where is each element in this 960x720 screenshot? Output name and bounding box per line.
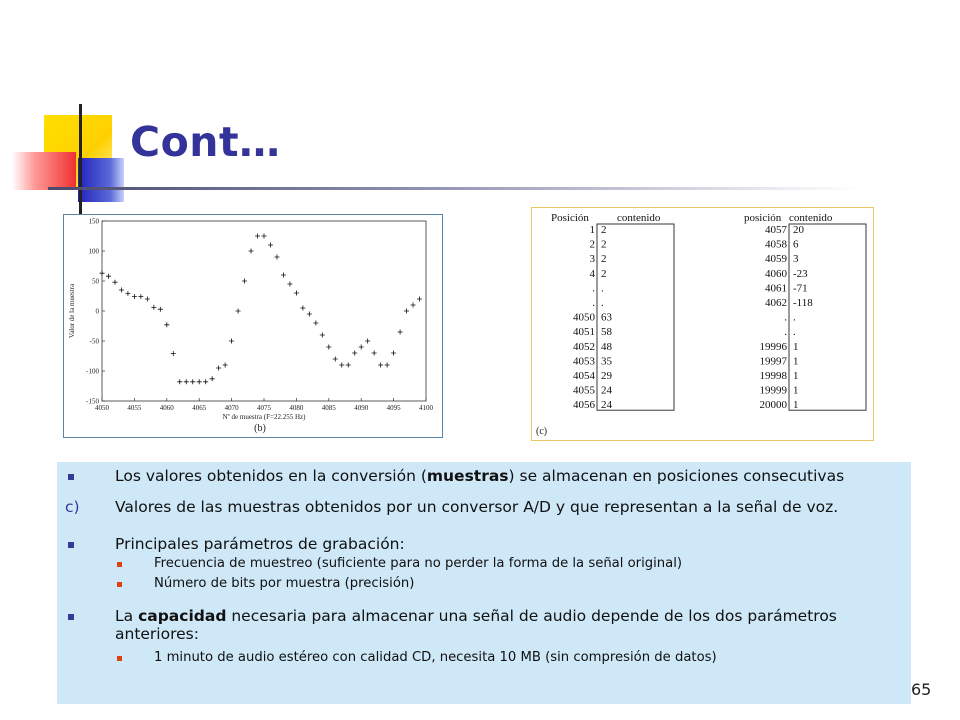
item-muestras-bold: muestras — [426, 467, 509, 485]
x-tick-label: 4050 — [95, 404, 109, 412]
decor-vertical-line — [79, 104, 82, 218]
data-point — [112, 280, 117, 285]
data-point — [255, 234, 260, 239]
bullet-icon — [68, 474, 74, 480]
data-point — [197, 379, 202, 384]
page-number: 65 — [911, 680, 932, 699]
item-capacidad-text-after: necesaria para almacenar una señal de audio depende de los dos parámetros — [226, 607, 837, 625]
y-axis-label: Valor de la muestra — [68, 283, 76, 339]
x-tick-label: 4100 — [419, 404, 433, 412]
table-left-position-cell: 4053 — [573, 355, 595, 368]
table-header-left-position: Posición — [551, 212, 589, 224]
table-left-content-cell: . — [601, 297, 604, 309]
data-point — [359, 345, 364, 350]
y-tick-label: 100 — [88, 247, 99, 256]
data-point — [287, 282, 292, 287]
sub-item-frecuencia: Frecuencia de muestreo (suficiente para no perder la forma de la señal original) — [154, 556, 683, 571]
table-left-position-cell: 4 — [589, 267, 595, 280]
table-left-position-cell: 1 — [589, 224, 595, 236]
table-left-position-cell: 4054 — [573, 370, 595, 382]
data-point — [281, 273, 286, 278]
data-point — [320, 333, 325, 338]
data-point — [145, 297, 150, 302]
data-point — [300, 306, 305, 311]
table-left-position-cell: 4056 — [573, 399, 595, 412]
table-right-content-cell: 1 — [793, 399, 799, 412]
data-point — [417, 297, 422, 302]
table-right-position-cell: 19999 — [759, 384, 787, 397]
data-point — [171, 351, 176, 356]
table-header-right-content: contenido — [789, 212, 833, 224]
data-point — [151, 305, 156, 310]
data-point — [411, 303, 416, 308]
table-right-position-cell: 4061 — [765, 282, 787, 295]
data-point — [242, 279, 247, 284]
sub-bullet-icon — [117, 656, 122, 661]
item-parametros: Principales parámetros de grabación: — [115, 535, 405, 553]
data-point — [339, 363, 344, 368]
table-right-content-cell: -71 — [793, 282, 808, 295]
table-right-position-cell: 4062 — [765, 297, 787, 309]
table-left-content-cell: 2 — [601, 267, 607, 280]
x-axis-label: Nº de muestra (F=22.255 Hz) — [222, 413, 306, 421]
sub-item-bits: Número de bits por muestra (precisión) — [154, 576, 415, 591]
data-point — [365, 339, 370, 344]
figure-c-caption: (c) — [536, 426, 548, 437]
data-point — [216, 366, 221, 371]
table-left-position-cell: . — [592, 297, 595, 309]
table-left-position-cell: 4051 — [573, 326, 595, 339]
table-right-content-box — [789, 224, 866, 410]
table-left-position-cell: 4052 — [573, 340, 595, 353]
x-tick-label: 4065 — [192, 404, 207, 412]
x-tick-label: 4060 — [159, 404, 174, 412]
table-right-position-cell: 4058 — [765, 238, 787, 251]
table-left-content-cell: 2 — [601, 224, 607, 236]
table-left-position-cell: . — [592, 282, 595, 295]
data-point — [333, 357, 338, 362]
table-header-left-content: contenido — [617, 212, 661, 224]
table-right-position-cell: 4057 — [765, 224, 787, 236]
data-point — [274, 255, 279, 260]
table-right-content-cell: 20 — [793, 224, 804, 236]
data-point — [223, 363, 228, 368]
data-point — [106, 274, 111, 279]
y-tick-label: -100 — [86, 367, 99, 376]
table-right-content-cell: . — [793, 311, 796, 324]
data-point — [404, 309, 409, 314]
data-point — [184, 379, 189, 384]
data-point — [125, 291, 130, 296]
table-right-position-cell: 4060 — [765, 267, 787, 280]
item-capacidad-text-before: La — [115, 607, 139, 625]
data-point — [372, 351, 377, 356]
sub-bullet-icon — [117, 562, 122, 567]
table-left-position-cell: 2 — [589, 238, 595, 251]
data-point — [100, 271, 105, 276]
memory-table — [532, 208, 873, 440]
data-point — [249, 249, 254, 254]
decor-red-block — [12, 152, 76, 190]
table-right-position-cell: 19997 — [759, 355, 787, 368]
x-tick-label: 4075 — [257, 404, 271, 412]
table-left-content-cell: 29 — [601, 370, 612, 382]
x-tick-label: 4095 — [386, 404, 401, 412]
data-point — [138, 294, 143, 299]
table-left-position-cell: 4050 — [573, 311, 595, 324]
table-right-content-cell: 3 — [793, 253, 799, 266]
table-right-content-cell: 1 — [793, 384, 799, 397]
figure-b-caption: (b) — [254, 423, 266, 434]
plot-frame — [102, 221, 426, 401]
item-c-marker: c) — [65, 498, 80, 516]
y-tick-label: 50 — [92, 277, 99, 286]
table-left-content-cell: 48 — [601, 340, 612, 353]
table-header-right-position: posición — [744, 212, 782, 224]
item-capacidad — [115, 607, 895, 643]
table-right-position-cell: 19998 — [759, 370, 787, 382]
decor-blue-block — [78, 158, 124, 202]
table-right-content-cell: -118 — [793, 297, 813, 309]
data-point — [203, 379, 208, 384]
table-left-content-cell: 24 — [601, 384, 612, 397]
data-point — [313, 321, 318, 326]
item-valores: Valores de las muestras obtenidos por un conversor A/D y que representan a la señal de voz. — [115, 498, 839, 516]
table-right-position-cell: . — [784, 326, 787, 339]
data-point — [262, 234, 267, 239]
y-tick-label: 0 — [95, 307, 99, 316]
scatter-chart — [64, 215, 442, 437]
figure-c — [531, 207, 874, 441]
bullet-icon — [68, 614, 74, 620]
y-tick-label: -50 — [89, 337, 99, 346]
x-tick-label: 4070 — [224, 404, 239, 412]
table-right-content-cell: 1 — [793, 370, 799, 382]
figure-b — [63, 214, 443, 438]
table-left-position-cell: 3 — [589, 253, 595, 266]
data-point — [158, 307, 163, 312]
data-point — [229, 339, 234, 344]
title-rule — [48, 187, 860, 190]
item-muestras-text-after: ) se almacenan en posiciones consecutivas — [508, 467, 845, 485]
data-point — [385, 363, 390, 368]
sub-item-minuto: 1 minuto de audio estéreo con calidad CD, necesita 10 MB (sin compresión de datos) — [154, 650, 717, 665]
table-left-content-cell: 35 — [601, 355, 612, 368]
x-tick-label: 4055 — [127, 404, 142, 412]
table-right-position-cell: 20000 — [759, 399, 787, 412]
sub-bullet-icon — [117, 582, 122, 587]
content-panel — [57, 462, 911, 704]
slide-title: Cont… — [130, 118, 281, 166]
data-point — [346, 363, 351, 368]
table-left-content-cell: 58 — [601, 326, 612, 339]
data-point — [164, 322, 169, 327]
table-right-position-cell: 4059 — [765, 253, 787, 266]
data-point — [391, 351, 396, 356]
data-point — [190, 379, 195, 384]
item-muestras-text-before: Los valores obtenidos en la conversión ( — [115, 467, 427, 485]
data-point — [119, 288, 124, 293]
table-left-content-cell: 2 — [601, 238, 607, 251]
table-left-position-cell: 4055 — [573, 384, 595, 397]
data-point — [307, 312, 312, 317]
table-right-content-cell: 1 — [793, 340, 799, 353]
item-capacidad-line2: anteriores: — [115, 625, 199, 643]
data-point — [352, 351, 357, 356]
data-point — [236, 309, 241, 314]
table-left-content-cell: 24 — [601, 399, 612, 412]
x-tick-label: 4090 — [354, 404, 369, 412]
bullet-icon — [68, 542, 74, 548]
table-left-content-cell: 2 — [601, 253, 607, 266]
data-point — [210, 376, 215, 381]
data-point — [132, 294, 137, 299]
table-right-position-cell: 19996 — [759, 340, 787, 353]
data-point — [326, 345, 331, 350]
table-left-content-cell: . — [601, 282, 604, 295]
table-right-content-cell: -23 — [793, 267, 808, 280]
data-point — [294, 291, 299, 296]
y-tick-label: -150 — [86, 397, 99, 406]
data-point — [177, 379, 182, 384]
table-right-content-cell: . — [793, 326, 796, 339]
x-tick-label: 4085 — [321, 404, 336, 412]
y-tick-label: 150 — [88, 217, 99, 226]
table-right-content-cell: 1 — [793, 355, 799, 368]
table-right-position-cell: . — [784, 311, 787, 324]
table-right-content-cell: 6 — [793, 238, 799, 251]
data-point — [378, 363, 383, 368]
table-left-content-cell: 63 — [601, 311, 612, 324]
item-capacidad-bold: capacidad — [138, 607, 227, 625]
data-point — [268, 243, 273, 248]
data-point — [398, 330, 403, 335]
x-tick-label: 4080 — [289, 404, 304, 412]
item-muestras — [115, 467, 844, 485]
